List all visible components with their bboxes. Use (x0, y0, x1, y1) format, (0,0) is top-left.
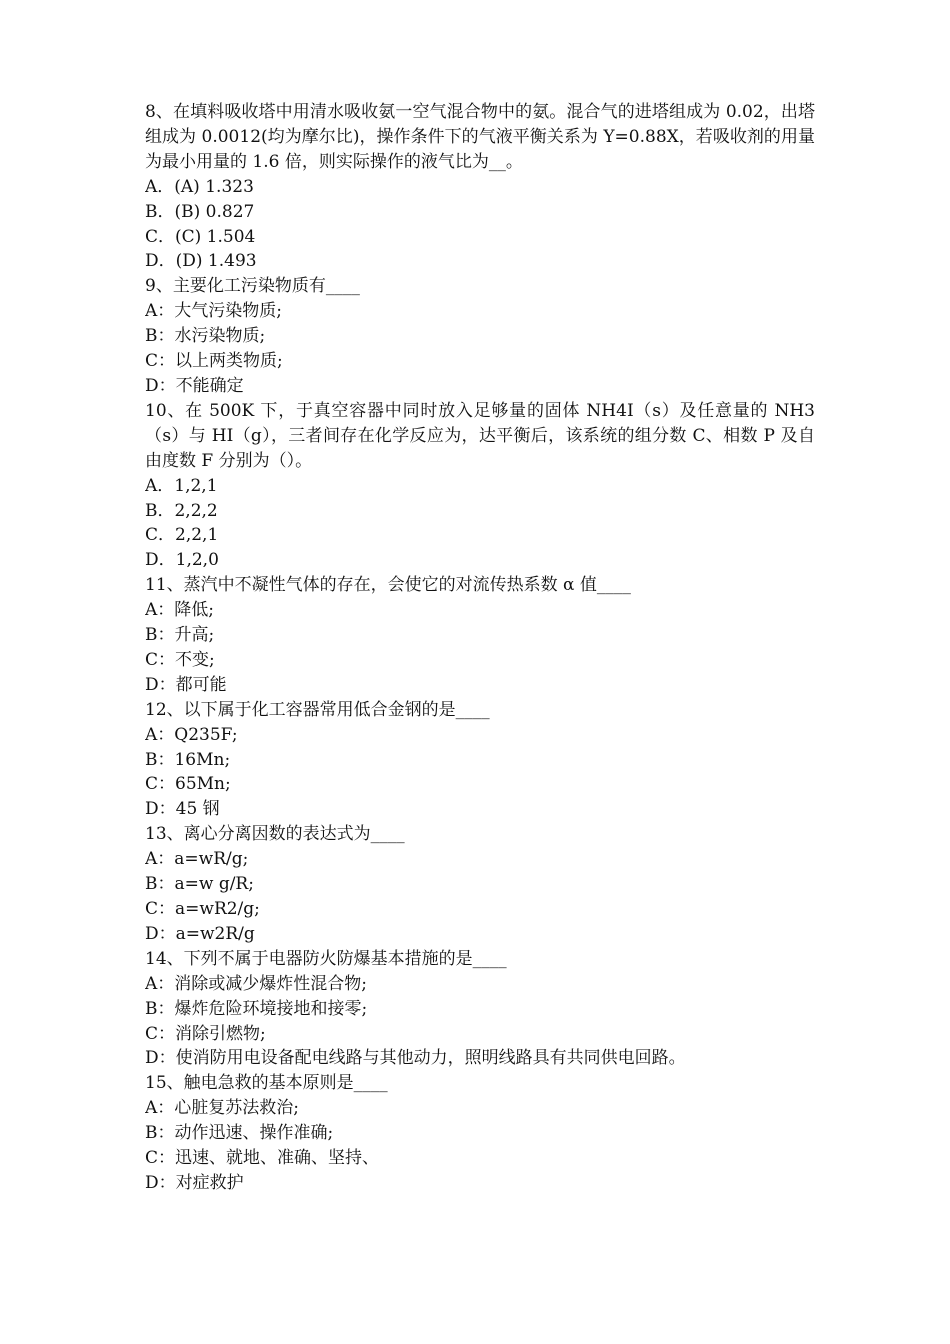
option-c: C：不变; (145, 649, 215, 670)
question-stem: 8、在填料吸收塔中用清水吸收氨一空气混合物中的氨。混合气的进塔组成为 0.02，出塔组成为 0.0012(均为摩尔比)，操作条件下的气液平衡关系为 Y=0.88X，若吸收剂的用量为最小用量的 1.6 倍，则实际操作的液气比为__。 (145, 102, 815, 172)
question-stem: 13、离心分离因数的表达式为____ (145, 824, 405, 845)
question-11 (145, 573, 815, 698)
option-d: D：都可能 (145, 674, 227, 695)
option-c: C．(C) 1.504 (145, 226, 256, 247)
option-b: B：a=w g/R; (145, 874, 254, 895)
option-a: A：消除或减少爆炸性混合物; (145, 973, 368, 994)
question-stem: 9、主要化工污染物质有____ (145, 276, 360, 297)
option-c: C．2,2,1 (145, 525, 219, 546)
option-d: D：45 钢 (145, 799, 220, 820)
option-c: C：以上两类物质; (145, 351, 283, 372)
option-d: D．1,2,0 (145, 550, 219, 571)
question-9 (145, 274, 815, 399)
option-c: C：迅速、就地、准确、坚持、 (145, 1148, 380, 1169)
question-10 (145, 399, 815, 573)
option-a: A．1,2,1 (145, 475, 218, 496)
question-14 (145, 947, 815, 1072)
option-c: C：消除引燃物; (145, 1023, 266, 1044)
question-12 (145, 698, 815, 823)
question-stem: 10、在 500K 下，于真空容器中同时放入足够量的固体 NH4I（s）及任意量的 NH3（s）与 HI（g），三者间存在化学反应为，达平衡后，该系统的组分数 C、相数 P 及自由度数 F 分别为（）。 (145, 400, 815, 471)
option-d: D：使消防用电设备配电线路与其他动力，照明线路具有共同供电回路。 (145, 1048, 686, 1069)
option-b: B：动作迅速、操作准确; (145, 1123, 334, 1144)
option-a: A．(A) 1.323 (145, 176, 254, 197)
option-b: B：升高; (145, 625, 215, 646)
question-stem: 14、下列不属于电器防火防爆基本措施的是____ (145, 948, 507, 969)
option-b: B：水污染物质; (145, 326, 266, 347)
option-b: B：爆炸危险环境接地和接零; (145, 998, 368, 1019)
question-stem: 15、触电急救的基本原则是____ (145, 1073, 388, 1094)
option-a: A：心脏复苏法救治; (145, 1098, 300, 1119)
option-d: D：a=w2R/g (145, 923, 255, 944)
option-d: D：不能确定 (145, 375, 244, 396)
option-a: A：大气污染物质; (145, 301, 283, 322)
question-15 (145, 1071, 815, 1196)
option-c: C：65Mn; (145, 774, 231, 795)
option-b: B：16Mn; (145, 749, 231, 770)
question-stem: 12、以下属于化工容器常用低合金钢的是____ (145, 699, 490, 720)
option-b: B．2,2,2 (145, 500, 218, 521)
question-stem: 11、蒸汽中不凝性气体的存在，会使它的对流传热系数 α 值____ (145, 575, 631, 596)
option-d: D．(D) 1.493 (145, 251, 257, 272)
option-c: C：a=wR2/g; (145, 899, 260, 919)
option-a: A：Q235F; (145, 724, 238, 745)
option-a: A：降低; (145, 600, 215, 621)
question-13 (145, 822, 815, 947)
option-a: A：a=wR/g; (145, 849, 249, 870)
option-b: B．(B) 0.827 (145, 201, 255, 222)
question-list (145, 100, 815, 1196)
option-d: D：对症救护 (145, 1172, 244, 1193)
question-8 (145, 100, 815, 274)
